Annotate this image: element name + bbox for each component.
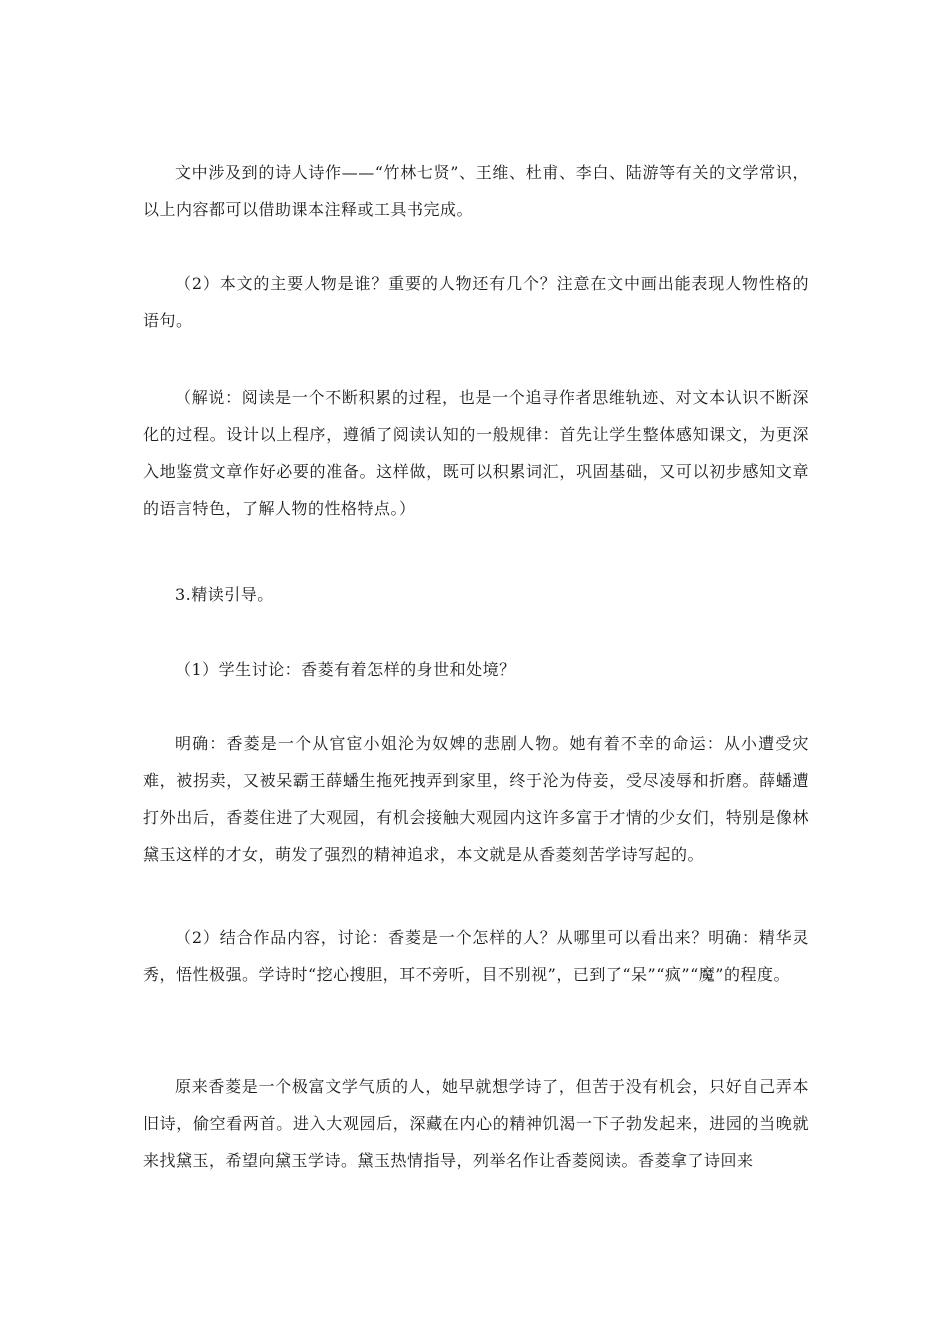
section-heading-close-reading: 3.精读引导。 <box>175 585 274 604</box>
paragraph-question-2: （2）本文的主要人物是谁？重要的人物还有几个？注意在文中画出能表现人物性格的语句。 <box>143 274 809 330</box>
paragraph-discussion-2: （2）结合作品内容，讨论：香菱是一个怎样的人？从哪里可以看出来？明确：精华灵秀，悟性极强。学诗时“挖心搜胆，耳不旁听，目不别视”，已到了“呆”“疯”“魔”的程度。 <box>143 928 809 984</box>
paragraph-answer-1: 明确：香菱是一个从官宦小姐沦为奴婢的悲剧人物。她有着不幸的命运：从小遭受灾难，被拐卖，又被呆霸王薛蟠生拖死拽弄到家里，终于沦为侍妾，受尽凌辱和折磨。薛蟠遭打外出后，香菱住进了大观园，有机会接触大观园内这许多富于才情的少女们，特别是像林黛玉这样的才女，萌发了强烈的精神追求，本文就是从香菱刻苦学诗写起的。 <box>143 734 809 864</box>
paragraph-discussion-1: （1）学生讨论：香菱有着怎样的身世和处境？ <box>175 660 516 679</box>
paragraph-explanation: （解说：阅读是一个不断积累的过程，也是一个追寻作者思维轨迹、对文本认识不断深化的过程。设计以上程序，遵循了阅读认知的一般规律：首先让学生整体感知课文，为更深入地鉴赏文章作好必要的准备。这样做，既可以积累词汇，巩固基础，又可以初步感知文章的语言特色，了解人物的性格特点。） <box>143 388 809 518</box>
paragraph-poets-note: 文中涉及到的诗人诗作——“竹林七贤”、王维、杜甫、李白、陆游等有关的文学常识，以上内容都可以借助课本注释或工具书完成。 <box>143 163 809 219</box>
paragraph-background: 原来香菱是一个极富文学气质的人，她早就想学诗了，但苦于没有机会，只好自己弄本旧诗，偷空看两首。进入大观园后，深藏在内心的精神饥渴一下子勃发起来，进园的当晚就来找黛玉，希望向黛玉学诗。黛玉热情指导，列举名作让香菱阅读。香菱拿了诗回来 <box>143 1077 809 1170</box>
